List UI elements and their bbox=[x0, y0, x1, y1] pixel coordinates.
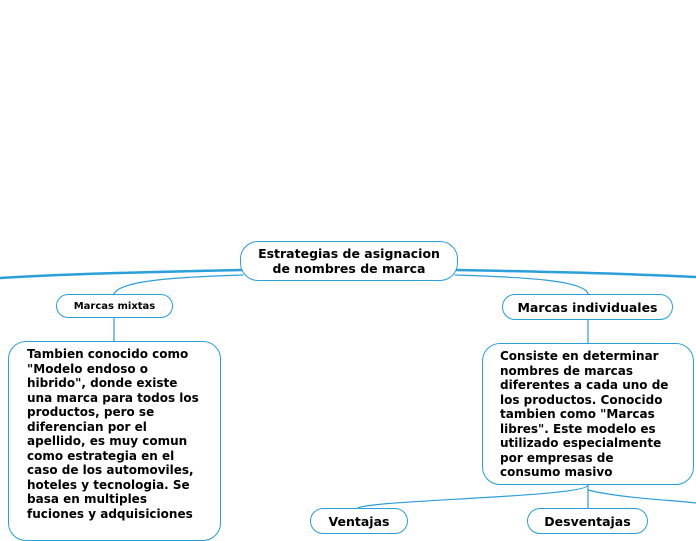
root-topic[interactable]: Estrategias de asignacion de nombres de marca bbox=[240, 241, 458, 281]
subtopic-marcas-mixtas-description[interactable]: Tambien conocido como "Modelo endoso o hibrido", donde existe una marca para todos los productos, pero se diferencian por el apellido, es muy comun como estrategia en el caso de los automoviles, hoteles y tecnologia. Se basa en multiples fuciones y adquisiciones bbox=[8, 341, 221, 541]
connector-desc-right-edge bbox=[588, 490, 696, 503]
subtopic-desventajas[interactable]: Desventajas bbox=[527, 508, 648, 534]
connector-root-individuales bbox=[455, 275, 588, 294]
connector-desc-ventajas bbox=[358, 485, 588, 508]
topic-marcas-individuales[interactable]: Marcas individuales bbox=[502, 294, 673, 320]
subtopic-marcas-individuales-description[interactable]: Consiste en determinar nombres de marcas diferentes a cada uno de los productos. Conocido tambien como "Marcas libres". Este modelo es utilizado especialmente por empresas de consumo masivo bbox=[482, 343, 694, 485]
connector-root-mixtas bbox=[114, 275, 243, 294]
topic-marcas-mixtas[interactable]: Marcas mixtas bbox=[56, 294, 173, 318]
subtopic-ventajas[interactable]: Ventajas bbox=[310, 508, 408, 534]
